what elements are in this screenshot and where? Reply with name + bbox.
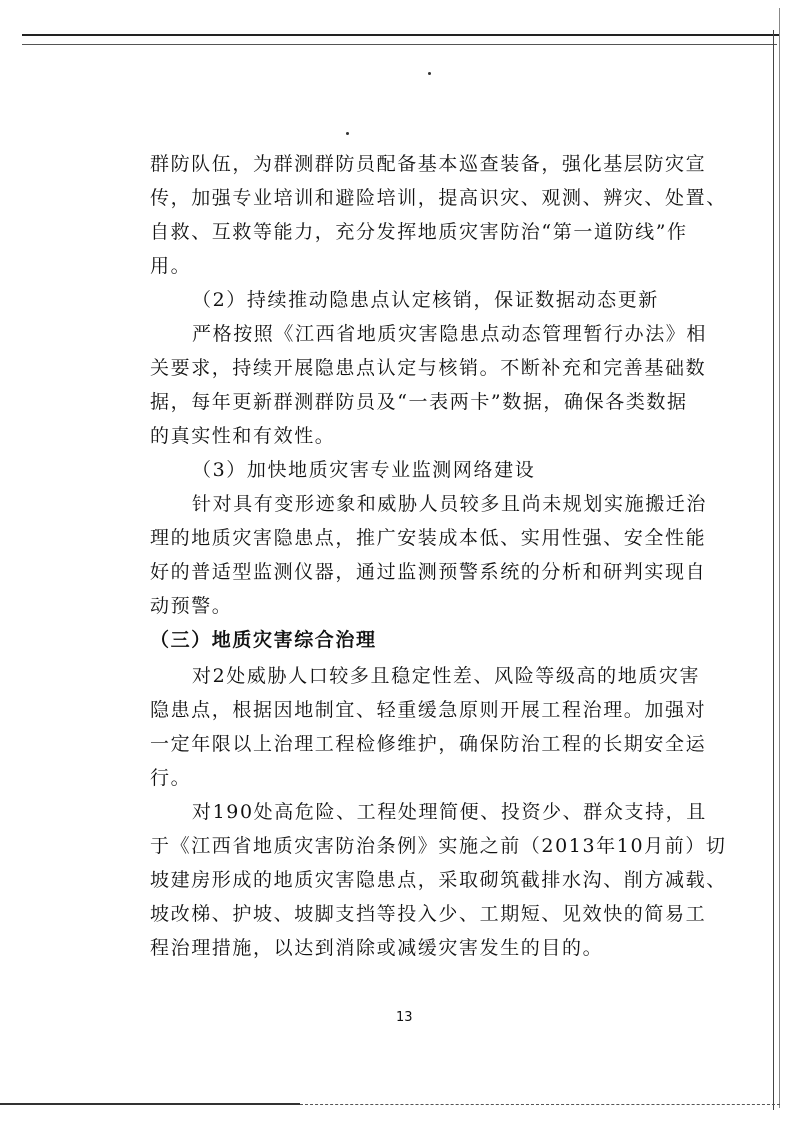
paragraph-line: 动预警。 — [150, 595, 233, 617]
subsection-heading: （3）加快地质灾害专业监测网络建设 — [192, 459, 536, 481]
paragraph-line: 关要求，持续开展隐患点认定与核销。不断补充和完善基础数 — [150, 357, 707, 379]
paragraph-line: 程治理措施，以达到消除或减缓灾害发生的目的。 — [150, 937, 604, 959]
paragraph-line: 坡改梯、护坡、坡脚支挡等投入少、工期短、见效快的简易工 — [150, 903, 707, 925]
paragraph-line: 坡建房形成的地质灾害隐患点，采取砌筑截排水沟、削方减载、 — [150, 869, 727, 891]
paragraph-line: 用。 — [150, 255, 192, 277]
paragraph-line: 严格按照《江西省地质灾害隐患点动态管理暂行办法》相 — [192, 323, 708, 345]
paragraph-line: 群防队伍，为群测群防员配备基本巡查装备，强化基层防灾宣 — [150, 153, 707, 175]
paragraph-line: 自救、互救等能力，充分发挥地质灾害防治“第一道防线”作 — [150, 221, 688, 243]
paragraph-line: 隐患点，根据因地制宜、轻重缓急原则开展工程治理。加强对 — [150, 699, 707, 721]
paragraph-line: 传，加强专业培训和避险培训，提高识灾、观测、辨灾、处置、 — [150, 187, 727, 209]
section-heading: （三）地质灾害综合治理 — [150, 629, 377, 651]
paragraph-line: 理的地质灾害隐患点，推广安装成本低、实用性强、安全性能 — [150, 527, 707, 549]
paragraph-line: 针对具有变形迹象和威胁人员较多且尚未规划实施搬迁治 — [192, 493, 708, 515]
paragraph-line: 一定年限以上治理工程检修维护，确保防治工程的长期安全运 — [150, 733, 707, 755]
paragraph-line: 好的普适型监测仪器，通过监测预警系统的分析和研判实现自 — [150, 561, 707, 583]
paragraph-line: 对190处高危险、工程处理简便、投资少、群众支持，且 — [192, 801, 707, 823]
paragraph-line: 行。 — [150, 767, 192, 789]
paragraph-line: 据，每年更新群测群防员及“一表两卡”数据，确保各类数据 — [150, 391, 688, 413]
paragraph-line: 对2处威胁人口较多且稳定性差、风险等级高的地质灾害 — [192, 665, 701, 687]
page-number: 13 — [396, 1010, 413, 1025]
paragraph-line: 于《江西省地质灾害防治条例》实施之前（2013年10月前）切 — [150, 835, 727, 857]
paragraph-line: 的真实性和有效性。 — [150, 425, 336, 447]
subsection-heading: （2）持续推动隐患点认定核销，保证数据动态更新 — [192, 289, 659, 311]
